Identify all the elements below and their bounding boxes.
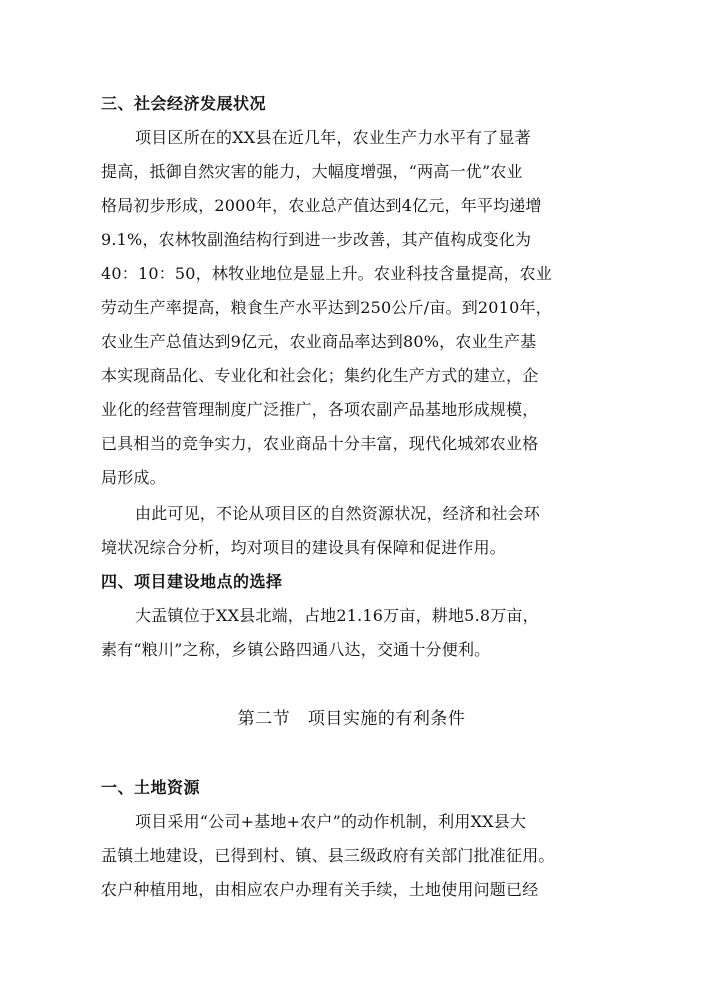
- section-heading-land: 一、土地资源: [101, 778, 201, 797]
- paragraph-line: 农户种植用地，由相应农户办理有关手续，土地使用问题已经: [101, 880, 539, 899]
- section-heading-economy: 三、社会经济发展状况: [101, 94, 267, 113]
- chapter-title: 第二节 项目实施的有利条件: [237, 709, 466, 729]
- paragraph-line: 由此可见，不论从项目区的自然资源状况，经济和社会环: [135, 504, 541, 523]
- paragraph-line: 本实现商品化、专业化和社会化；集约化生产方式的建立，企: [101, 366, 539, 385]
- paragraph-line: 业化的经营管理制度广泛推广，各项农副产品基地形成规模，: [101, 400, 539, 419]
- paragraph-line: 境状况综合分析，均对项目的建设具有保障和促进作用。: [101, 538, 507, 557]
- paragraph-line: 9.1%，农林牧副渔结构行到进一步改善，其产值构成变化为: [101, 230, 532, 249]
- paragraph-line: 项目采用“公司+基地+农户”的动作机制，利用XX县大: [135, 812, 527, 831]
- paragraph-line: 劳动生产率提高，粮食生产水平达到250公斤/亩。到2010年，: [101, 298, 552, 317]
- section-heading-location: 四、项目建设地点的选择: [101, 572, 283, 591]
- paragraph-line: 提高，抵御自然灾害的能力，大幅度增强，“两高一优”农业: [101, 162, 523, 181]
- paragraph-line: 40：10：50，林牧业地位是显上升。农业科技含量提高，农业: [101, 264, 553, 283]
- paragraph-line: 项目区所在的XX县在近几年，农业生产力水平有了显著: [135, 128, 531, 147]
- paragraph-line: 已具相当的竞争实力，农业商品十分丰富，现代化城郊农业格: [101, 434, 539, 453]
- paragraph-line: 盂镇土地建设，已得到村、镇、县三级政府有关部门批准征用。: [101, 846, 555, 865]
- paragraph-line: 局形成。: [101, 468, 166, 487]
- paragraph-line: 素有“粮川”之称，乡镇公路四通八达，交通十分便利。: [101, 640, 491, 659]
- paragraph-line: 农业生产总值达到9亿元，农业商品率达到80%，农业生产基: [101, 332, 537, 351]
- paragraph-line: 大盂镇位于XX县北端，占地21.16万亩，耕地5.8万亩，: [135, 606, 539, 625]
- paragraph-line: 格局初步形成，2000年，农业总产值达到4亿元，年平均递增: [101, 196, 542, 215]
